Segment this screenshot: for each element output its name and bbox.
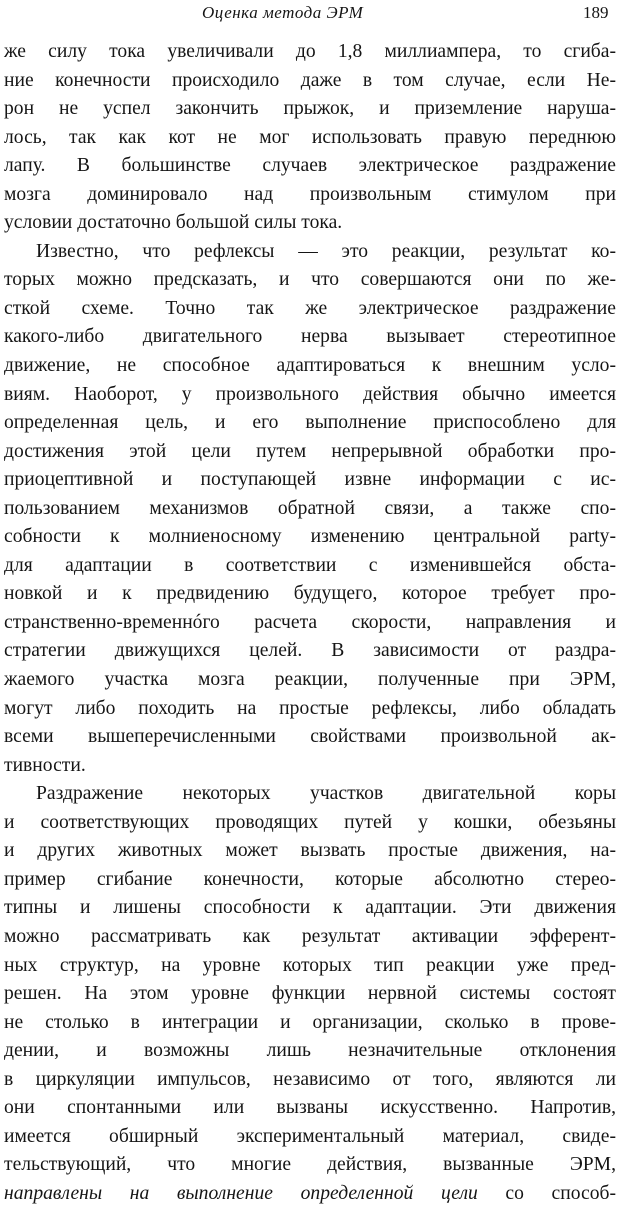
text-line: приоцептивной и поступающей извне информации с ис- bbox=[4, 469, 616, 491]
text-line: ние конечности происходило даже в том случае, если Не- bbox=[4, 69, 616, 91]
text-line: жаемого участка мозга реакции, полученные при ЭРМ, bbox=[4, 669, 616, 691]
text-line: пользованием механизмов обратной связи, а также спо- bbox=[4, 497, 616, 519]
text-line: тивности. bbox=[4, 754, 86, 776]
text-line: условии достаточно большой силы тока. bbox=[4, 212, 343, 234]
text-line: и соответствующих проводящих путей у кошки, обезьяны bbox=[4, 811, 616, 833]
text-line: какого-либо двигательного нерва вызывает стереотипное bbox=[4, 326, 616, 348]
text-line: дении, и возможны лишь незначительные отклонения bbox=[4, 1040, 616, 1062]
text-line: собности к молниеносному изменению центральной party- bbox=[4, 526, 616, 548]
text-line: решен. На этом уровне функции нервной системы состоят bbox=[4, 983, 616, 1005]
text-line: в циркуляции импульсов, независимо от того, являются ли bbox=[4, 1068, 616, 1090]
text-line: же силу тока увеличивали до 1,8 миллиампера, то сгиба- bbox=[4, 41, 616, 62]
text-line: не столько в интеграции и организации, сколько в прове- bbox=[4, 1011, 616, 1033]
text-line: можно рассматривать как результат активации эфферент- bbox=[4, 925, 616, 947]
text-line: странственно-временнóго расчета скорости, направления и bbox=[4, 611, 616, 633]
text-line: виям. Наоборот, у произвольного действия обычно имеется bbox=[4, 383, 616, 405]
page-number: 189 bbox=[583, 3, 609, 22]
text-line: ных структур, на уровне которых тип реакции уже пред- bbox=[4, 954, 616, 976]
running-title: Оценка метода ЭРМ bbox=[202, 3, 364, 22]
text-line: мозга доминировало над произвольным стимулом при bbox=[4, 183, 616, 205]
text-line: пример сгибание конечности, которые абсолютно стерео- bbox=[4, 868, 616, 890]
text-line: определенная цель, и его выполнение приспособлено для bbox=[4, 412, 616, 434]
text-line: стратегии движущихся целей. В зависимости от раздра- bbox=[4, 640, 616, 662]
text-line: всеми вышеперечисленными свойствами произвольной ак- bbox=[4, 726, 616, 748]
text-line: рон не успел закончить прыжок, и приземление наруша- bbox=[4, 98, 616, 120]
text-line: торых можно предсказать, и что совершаются они по же- bbox=[4, 269, 616, 291]
text-line: имеется обширный экспериментальный материал, свиде- bbox=[4, 1125, 616, 1147]
text-line: тельствующий, что многие действия, вызванные ЭРМ, bbox=[4, 1154, 616, 1176]
text-line: типны и лишены способности к адаптации. Эти движения bbox=[4, 897, 616, 919]
text-line: лапу. В большинстве случаев электрическое раздражение bbox=[4, 155, 616, 177]
text-line: новкой и к предвидению будущего, которое требует про- bbox=[4, 583, 616, 605]
text-line: достижения этой цели путем непрерывной обработки про- bbox=[4, 440, 616, 462]
text-line: сткой схеме. Точно так же электрическое раздражение bbox=[4, 297, 616, 319]
text-line: могут либо походить на простые рефлексы, либо обладать bbox=[4, 697, 616, 719]
text-line: и других животных может вызвать простые движения, на- bbox=[4, 840, 616, 862]
text-line-final bbox=[4, 1180, 616, 1208]
text-line: лось, так как кот не мог использовать правую переднюю bbox=[4, 126, 616, 148]
text-line: Известно, что рефлексы — это реакции, результат ко- bbox=[36, 240, 616, 262]
text-line: для адаптации в соответствии с изменившейся обста- bbox=[4, 554, 616, 576]
text-line: Раздражение некоторых участков двигательной коры bbox=[36, 783, 616, 805]
text-continuation: со способ- bbox=[477, 1182, 616, 1204]
text-line: движение, не способное адаптироваться к внешним усло- bbox=[4, 355, 616, 377]
text-line: они спонтанными или вызваны искусственно. Напротив, bbox=[4, 1097, 616, 1119]
body-text bbox=[4, 38, 616, 1208]
page-header bbox=[0, 0, 620, 28]
emphasized-text: направлены на выполнение определенной цели bbox=[4, 1182, 478, 1204]
